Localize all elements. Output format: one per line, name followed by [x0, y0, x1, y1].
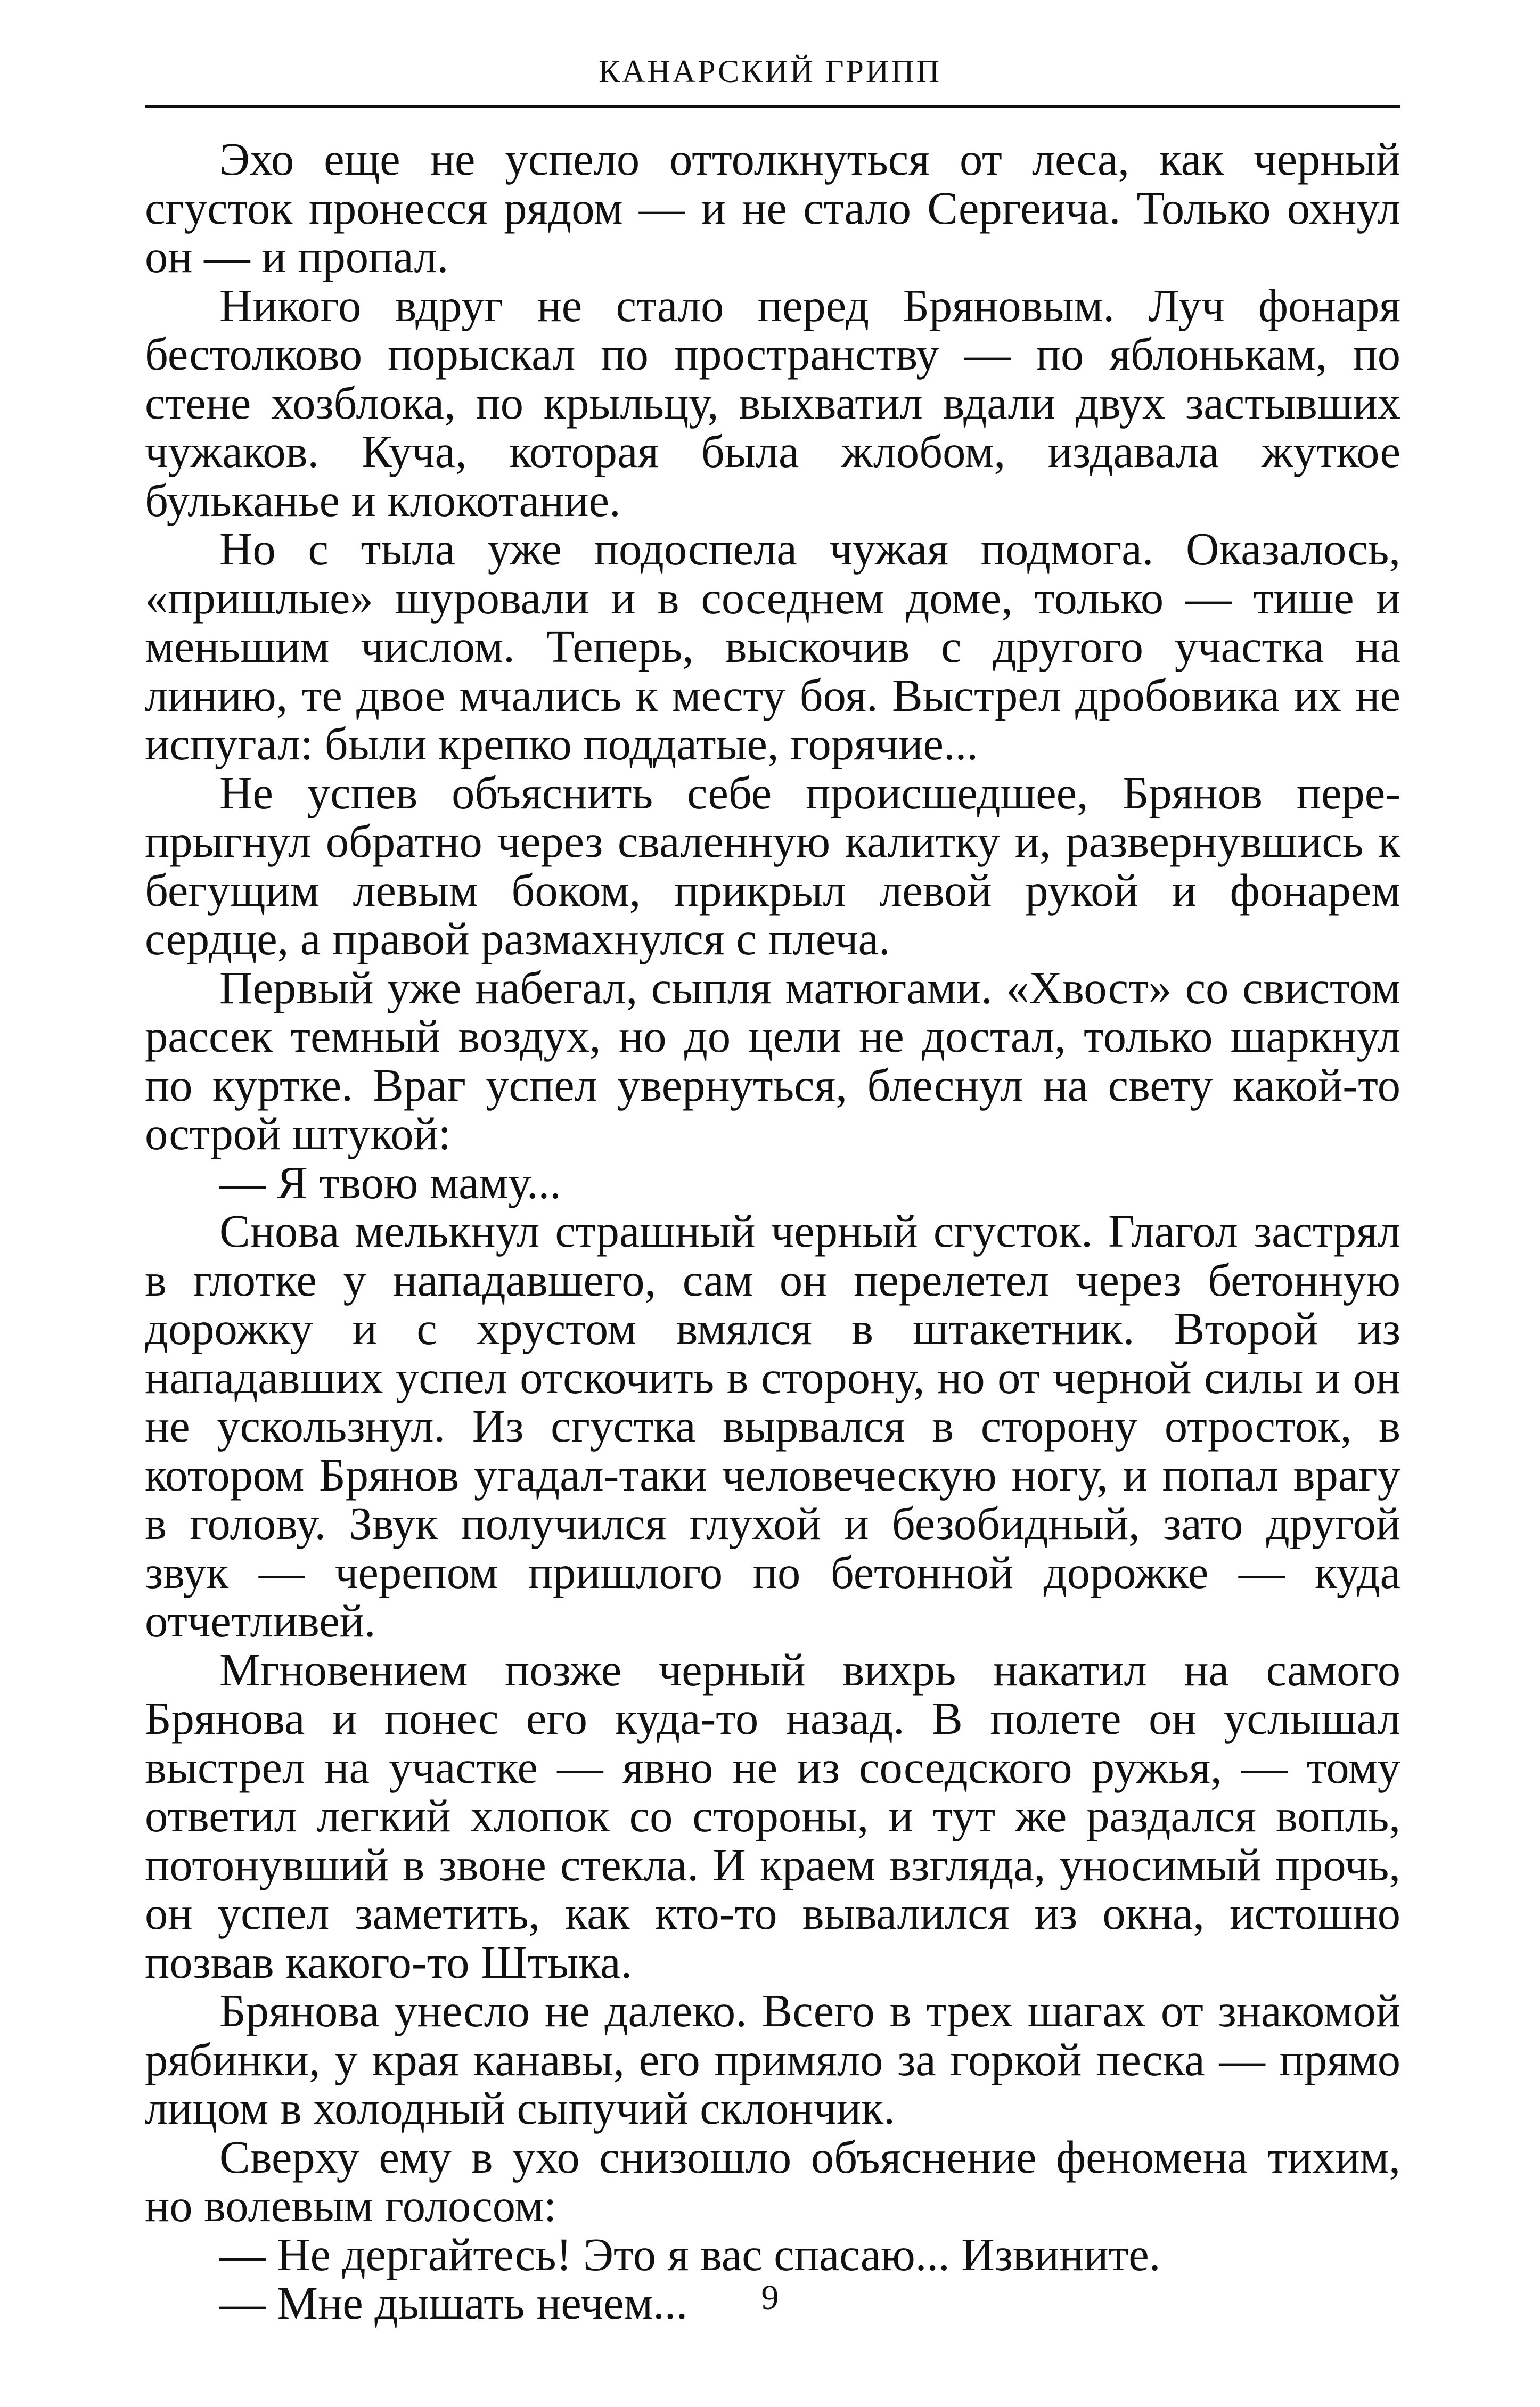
body-text — [145, 135, 1400, 2328]
dialogue-line: — Не дергайтесь! Это я вас спасаю... Извините. — [219, 2229, 1161, 2280]
dialogue-line: — Я твою маму... — [219, 1157, 561, 1208]
paragraph: Снова мелькнул страшный черный сгусток. Глагол застрял в глотке у нападавшего, сам он перелетел через бетонную дорожку и с хрустом вмялся в штакетник. Второй из нападавших успел отскочить в сторону, но от черной силы и он не ускользнул. Из сгустка вырвался в сторону отросток, в котором Брянов угадал-таки человеческую ногу, и попал врагу в голову. Звук получился глухой и безобидный, зато другой звук — черепом пришлого по бетонной дорожке — куда отчетливей. — [145, 1206, 1400, 1647]
running-title: КАНАРСКИЙ ГРИПП — [599, 54, 941, 89]
paragraph: Но с тыла уже подоспела чужая подмога. Оказалось, «пришлые» шуровали и в соседнем доме, только — тише и меньшим числом. Теперь, выскочив с другого участка на линию, те двое мчались к месту боя. Выстрел дробовика их не испугал: были крепко поддатые, горячие... — [145, 523, 1400, 769]
paragraph: Эхо еще не успело оттолкнуться от леса, как черный сгусток пронесся рядом — и не стало Сергеича. Только охнул он — и пропал. — [145, 134, 1400, 282]
paragraph: Мгновением позже черный вихрь накатил на самого Брянова и понес его куда-то назад. В полете он услышал выстрел на участке — явно не из соседского ружья, — тому ответил легкий хлопок со стороны, и тут же раздался вопль, потонувший в звоне стекла. И краем взгляда, уносимый прочь, он успел заметить, как кто-то вывалился из окна, истошно позвав какого-то Штыка. — [145, 1644, 1400, 1988]
paragraph: Брянова унесло не далеко. Всего в трех шагах от знакомой рябинки, у края канавы, его примяло за горкой песка — прямо лицом в холодный сыпучий склончик. — [145, 1985, 1400, 2134]
page-number: 9 — [761, 2278, 779, 2317]
header-rule — [145, 105, 1400, 108]
dialogue-line: — Мне дышать нечем... — [219, 2278, 688, 2329]
paragraph: Никого вдруг не стало перед Бряновым. Луч фонаря бестолково порыскал по пространству — по яблонькам, по стене хозблока, по крыльцу, выхватил вдали двух застывших чужаков. Куча, которая была жлобом, издавала жуткое бульканье и клокотание. — [145, 280, 1400, 526]
paragraph: Первый уже набегал, сыпля матюгами. «Хвост» со свистом рассек темный воздух, но до цели не достал, только шаркнул по куртке. Враг успел увернуться, блеснул на свету какой-то острой штукой: — [145, 962, 1400, 1159]
paragraph: Сверху ему в ухо снизошло объяснение феномена тихим, но волевым голосом: — [145, 2131, 1400, 2231]
paragraph: Не успев объяснить себе происшедшее, Брянов перепрыгнул обратно через сваленную калитку и, развернувшись к бегущим левым боком, прикрыл левой рукой и фонарем сердце, а правой размахнулся с плеча. — [145, 767, 1400, 964]
